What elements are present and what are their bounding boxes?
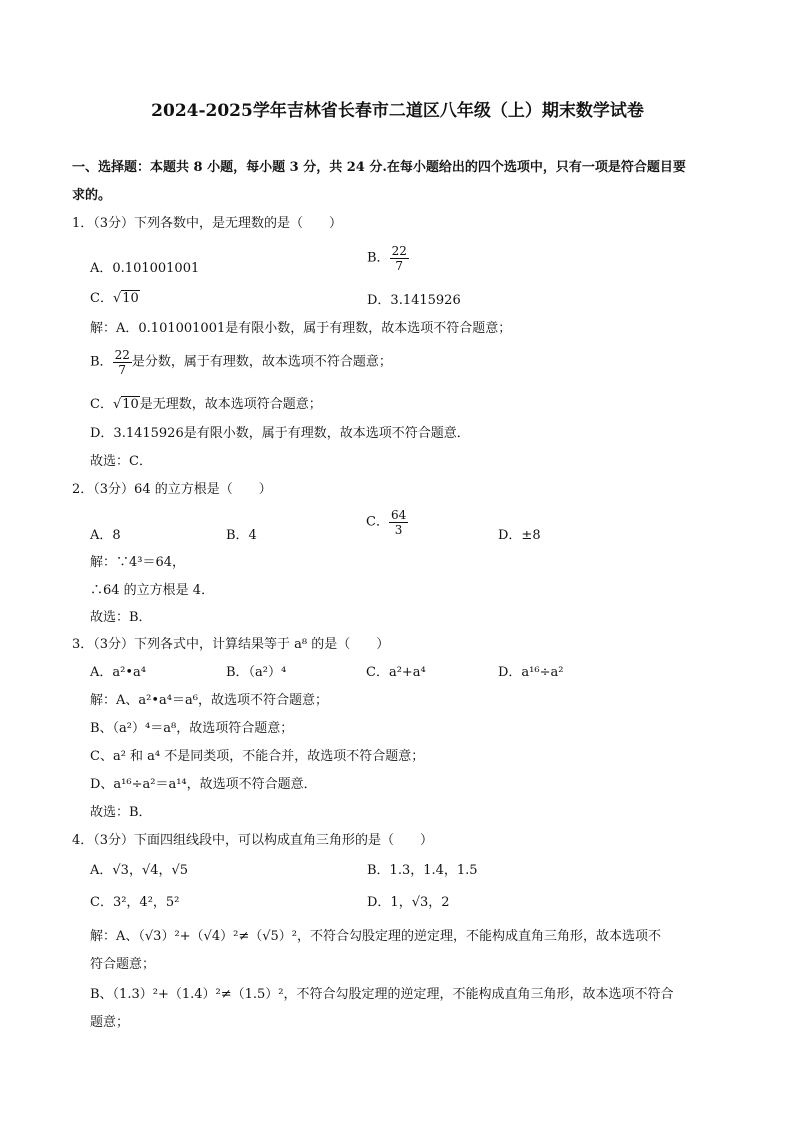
fraction: $\frac{22}{7}$ xyxy=(391,244,407,273)
q2-solution-1: 解：∵4³＝64， xyxy=(90,555,186,570)
section-heading: 一、选择题：本题共 8 小题，每小题 3 分，共 24 分.在每小题给出的四个选项中，只有一项是符合题目要 xyxy=(72,160,686,175)
q4-solution-2: B、（1.3）²+（1.4）²≠（1.5）²，不符合勾股定理的逆定理，不能构成直角三角形，故本选项不符合 xyxy=(90,987,674,1002)
q1-option-d: D．3.1415926 xyxy=(367,293,461,308)
q1-option-a: A．0.101001001 xyxy=(90,261,200,276)
q2-option-b: B．4 xyxy=(226,528,257,543)
q4-solution-1-cont: 符合题意； xyxy=(90,957,156,972)
q4-solution-2-cont: 题意； xyxy=(90,1015,130,1030)
q1-stem: 1．（3分）下列各数中，是无理数的是（ ） xyxy=(72,216,343,231)
q1-solution-4: D．3.1415926是有限小数，属于有理数，故本选项不符合题意． xyxy=(90,426,470,441)
q3-option-b: B．（a²）⁴ xyxy=(226,665,287,680)
q3-stem: 3．（3分）下列各式中，计算结果等于 a⁸ 的是（ ） xyxy=(72,637,390,652)
section-heading-cont: 求的。 xyxy=(72,188,112,203)
q1-solution-1: 解：A．0.101001001是有限小数，属于有理数，故本选项不符合题意； xyxy=(90,321,512,336)
q3-solution-1: 解：A、a²•a⁴＝a⁶，故选项不符合题意； xyxy=(90,693,328,708)
q4-option-a: A．√3，√4，√5 xyxy=(90,863,189,878)
page-title: 2024-2025学年吉林省长春市二道区八年级（上）期末数学试卷 xyxy=(151,101,644,121)
q3-option-a: A．a²•a⁴ xyxy=(90,665,146,680)
q4-option-c: C．3²，4²，5² xyxy=(90,895,180,910)
q2-option-a: A．8 xyxy=(90,528,121,543)
q3-solution-2: B、（a²）⁴＝a⁸，故选项符合题意； xyxy=(90,721,294,736)
q2-answer: 故选：B． xyxy=(90,610,152,625)
q4-solution-1: 解：A、（√3）²+（√4）²≠（√5）²，不符合勾股定理的逆定理，不能构成直角三角形，故本选项不 xyxy=(90,929,661,944)
q4-option-d: D．1，√3，2 xyxy=(367,895,450,910)
q2-option-d: D．±8 xyxy=(498,528,541,543)
q1-option-b: B． $\frac{22}{7}$ xyxy=(367,244,407,273)
q2-option-c: C． $\frac{64}{3}$ xyxy=(366,508,407,537)
sqrt-symbol: √10 xyxy=(112,291,139,306)
q1-answer: 故选：C． xyxy=(90,454,152,469)
q1-solution-2: B． $\frac{22}{7}$ 是分数，属于有理数，故本选项不符合题意； xyxy=(90,348,392,377)
sqrt-symbol: √10 xyxy=(112,397,139,412)
fraction: $\frac{22}{7}$ xyxy=(114,348,130,377)
fraction: $\frac{64}{3}$ xyxy=(390,508,407,537)
q1-option-c: C．√10 xyxy=(90,291,139,306)
q3-solution-3: C、a² 和 a⁴ 不是同类项，不能合并，故选项不符合题意； xyxy=(90,749,425,764)
q4-stem: 4．（3分）下面四组线段中，可以构成直角三角形的是（ ） xyxy=(72,833,434,848)
q3-option-d: D．a¹⁶÷a² xyxy=(498,665,564,680)
q4-option-b: B．1.3，1.4，1.5 xyxy=(367,863,478,878)
q2-stem: 2．（3分）64 的立方根是（ ） xyxy=(72,482,272,497)
q3-option-c: C．a²+a⁴ xyxy=(366,665,426,680)
q3-answer: 故选：B． xyxy=(90,805,152,820)
q3-solution-4: D、a¹⁶÷a²＝a¹⁴，故选项不符合题意． xyxy=(90,777,317,792)
q1-solution-3: C．√10是无理数，故本选项符合题意； xyxy=(90,397,322,412)
q2-solution-2: ∴64 的立方根是 4． xyxy=(90,583,215,598)
